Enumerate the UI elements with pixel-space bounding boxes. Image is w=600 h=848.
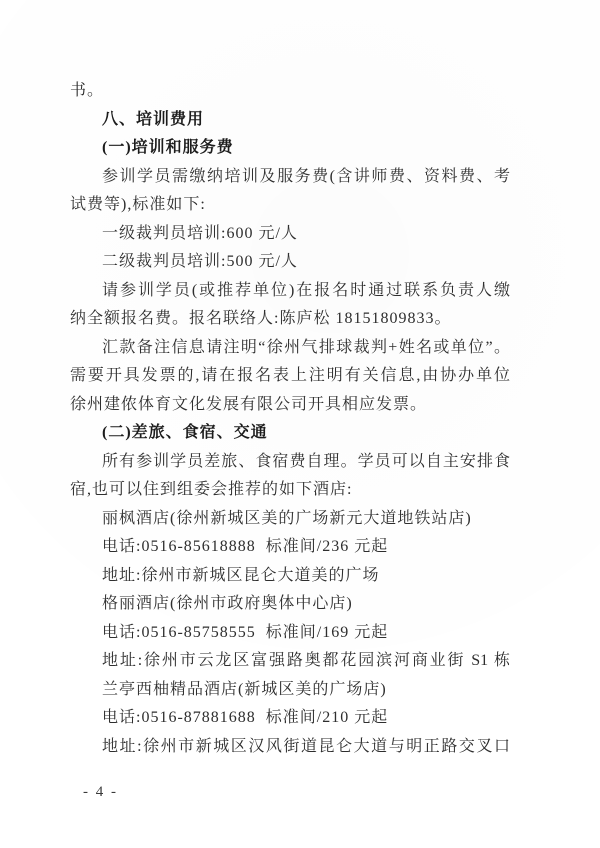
board-line: 所有参训学员差旅、食宿费自理。学员可以自主安排食: [102, 452, 510, 470]
fee-level2-line: 二级裁判员培训:500 元/人: [102, 253, 298, 270]
subsection-training-service-fee: [70, 134, 510, 419]
subsection-heading-fees: (一)培训和服务费: [102, 139, 234, 156]
hotel-address: 地址:徐州市新城区汉风街道昆仑大道与明正路交叉口: [102, 737, 510, 755]
fee-level1-line: 一级裁判员培训:600 元/人: [102, 224, 298, 242]
page-number: - 4 -: [83, 784, 118, 800]
hotel-name: 兰亭西柚精品酒店(新城区美的广场店): [102, 680, 387, 698]
remit-note-line: 汇款备注信息请注明“徐州气排球裁判+姓名或单位”。: [102, 338, 510, 356]
invoice-issuer-line: 徐州建侬体育文化发展有限公司开具相应发票。: [70, 395, 428, 413]
hotel-entry: [70, 676, 510, 762]
subsection-heading-travel: (二)差旅、食宿、交通: [102, 424, 268, 441]
hotel-address: 地址:徐州市云龙区富强路奥都花园滨河商业街 S1 栋: [102, 652, 510, 669]
fees-intro-line: 试费等),标准如下:: [70, 196, 206, 213]
hotel-phone: 电话:0516-85618888 标准间/236 元起: [102, 538, 389, 555]
board-line: 宿,也可以住到组委会推荐的如下酒店:: [70, 481, 353, 498]
fees-intro-line: 参训学员需缴纳培训及服务费(含讲师费、资料费、考: [102, 167, 510, 185]
intro-tail-line: 书。: [70, 82, 105, 99]
hotel-name: 丽枫酒店(徐州新城区美的广场新元大道地铁站店): [102, 509, 472, 527]
signup-contact-line: 纳全额报名费。报名联络人:陈庐松 18151809833。: [70, 310, 452, 327]
subsection-travel-board: [70, 419, 510, 761]
hotel-entry: [70, 505, 510, 591]
hotel-name: 格丽酒店(徐州市政府奥体中心店): [102, 595, 353, 612]
signup-line: 请参训学员(或推荐单位)在报名时通过联系负责人缴: [102, 281, 510, 299]
hotel-phone: 电话:0516-87881688 标准间/210 元起: [102, 709, 389, 726]
section-heading-training-fees: 八、培训费用: [102, 110, 205, 128]
invoice-line: 需要开具发票的,请在报名表上注明有关信息,由协办单位: [70, 367, 510, 384]
hotel-address: 地址:徐州市新城区昆仑大道美的广场: [102, 566, 380, 584]
hotel-phone: 电话:0516-85758555 标准间/169 元起: [102, 623, 389, 641]
hotel-entry: [70, 590, 510, 676]
